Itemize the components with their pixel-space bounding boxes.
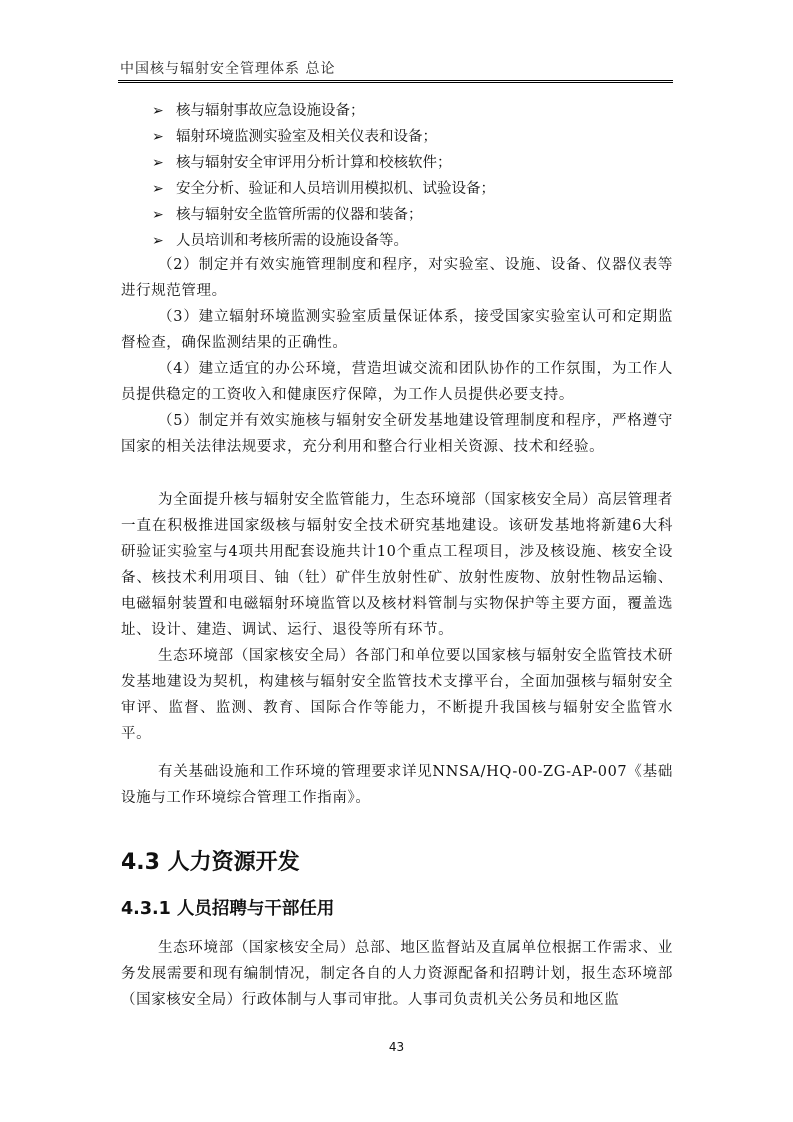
list-item: ➢ 核与辐射安全监管所需的仪器和装备； — [152, 202, 672, 228]
numbered-item-5: （5）制定并有效实施核与辐射安全研发基地建设管理制度和程序，严格遵守国家的相关法律法规要求，充分利用和整合行业相关资源、技术和经验。 — [121, 413, 673, 455]
page-number: 43 — [388, 1040, 405, 1054]
arrow-bullet-icon: ➢ — [152, 181, 164, 197]
header-rule-secondary — [118, 82, 673, 83]
arrow-bullet-icon: ➢ — [152, 129, 164, 145]
numbered-item-2: （2）制定并有效实施管理制度和程序，对实验室、设施、设备、仪器仪表等进行规范管理。 — [121, 257, 673, 299]
paragraph-platform: 生态环境部（国家核安全局）各部门和单位要以国家核与辐射安全监管技术研发基地建设为契机，构建核与辐射安全监管技术支撑平台，全面加强核与辐射安全审评、监督、监测、教育、国际合作等能力，不断提升我国核与辐射安全监管水平。 — [121, 648, 673, 742]
arrow-bullet-icon: ➢ — [152, 233, 164, 249]
running-header: 中国核与辐射安全管理体系 总论 — [120, 61, 336, 77]
arrow-bullet-icon: ➢ — [152, 103, 164, 119]
header-rule — [118, 80, 673, 81]
list-item: ➢ 辐射环境监测实验室及相关仪表和设备； — [152, 124, 672, 150]
numbered-item-3: （3）建立辐射环境监测实验室质量保证体系，接受国家实验室认可和定期监督检查，确保监测结果的正确性。 — [121, 309, 673, 351]
list-item: ➢ 核与辐射安全审评用分析计算和校核软件； — [152, 150, 672, 176]
paragraph-reference: 有关基础设施和工作环境的管理要求详见NNSA/HQ-00-ZG-AP-007《基础设施与工作环境综合管理工作指南》。 — [121, 764, 673, 806]
bullet-list — [152, 98, 672, 254]
list-item: ➢ 安全分析、验证和人员培训用模拟机、试验设备； — [152, 176, 672, 202]
arrow-bullet-icon: ➢ — [152, 207, 164, 223]
list-item: ➢ 核与辐射事故应急设施设备； — [152, 98, 672, 124]
subsection-heading: 4.3.1 人员招聘与干部任用 — [121, 899, 335, 919]
paragraph-research-base: 为全面提升核与辐射安全监管能力，生态环境部（国家核安全局）高层管理者一直在积极推进国家级核与辐射安全技术研究基地建设。该研发基地将新建6大科研验证实验室与4项共用配套设施共计10个重点工程项目，涉及核设施、核安全设备、核技术利用项目、铀（钍）矿伴生放射性矿、放射性废物、放射性物品运输、电磁辐射装置和电磁辐射环境监管以及核材料管制与实物保护等主要方面，覆盖选址、设计、建造、调试、运行、退役等所有环节。 — [121, 492, 673, 638]
arrow-bullet-icon: ➢ — [152, 155, 164, 171]
paragraph-recruitment: 生态环境部（国家核安全局）总部、地区监督站及直属单位根据工作需求、业务发展需要和现有编制情况，制定各自的人力资源配备和招聘计划，报生态环境部（国家核安全局）行政体制与人事司审批。人事司负责机关公务员和地区监 — [121, 940, 673, 1008]
list-item: ➢ 人员培训和考核所需的设施设备等。 — [152, 228, 672, 254]
section-heading: 4.3 人力资源开发 — [121, 850, 300, 875]
numbered-item-4: （4）建立适宜的办公环境，营造坦诚交流和团队协作的工作氛围，为工作人员提供稳定的工资收入和健康医疗保障，为工作人员提供必要支持。 — [121, 361, 673, 403]
